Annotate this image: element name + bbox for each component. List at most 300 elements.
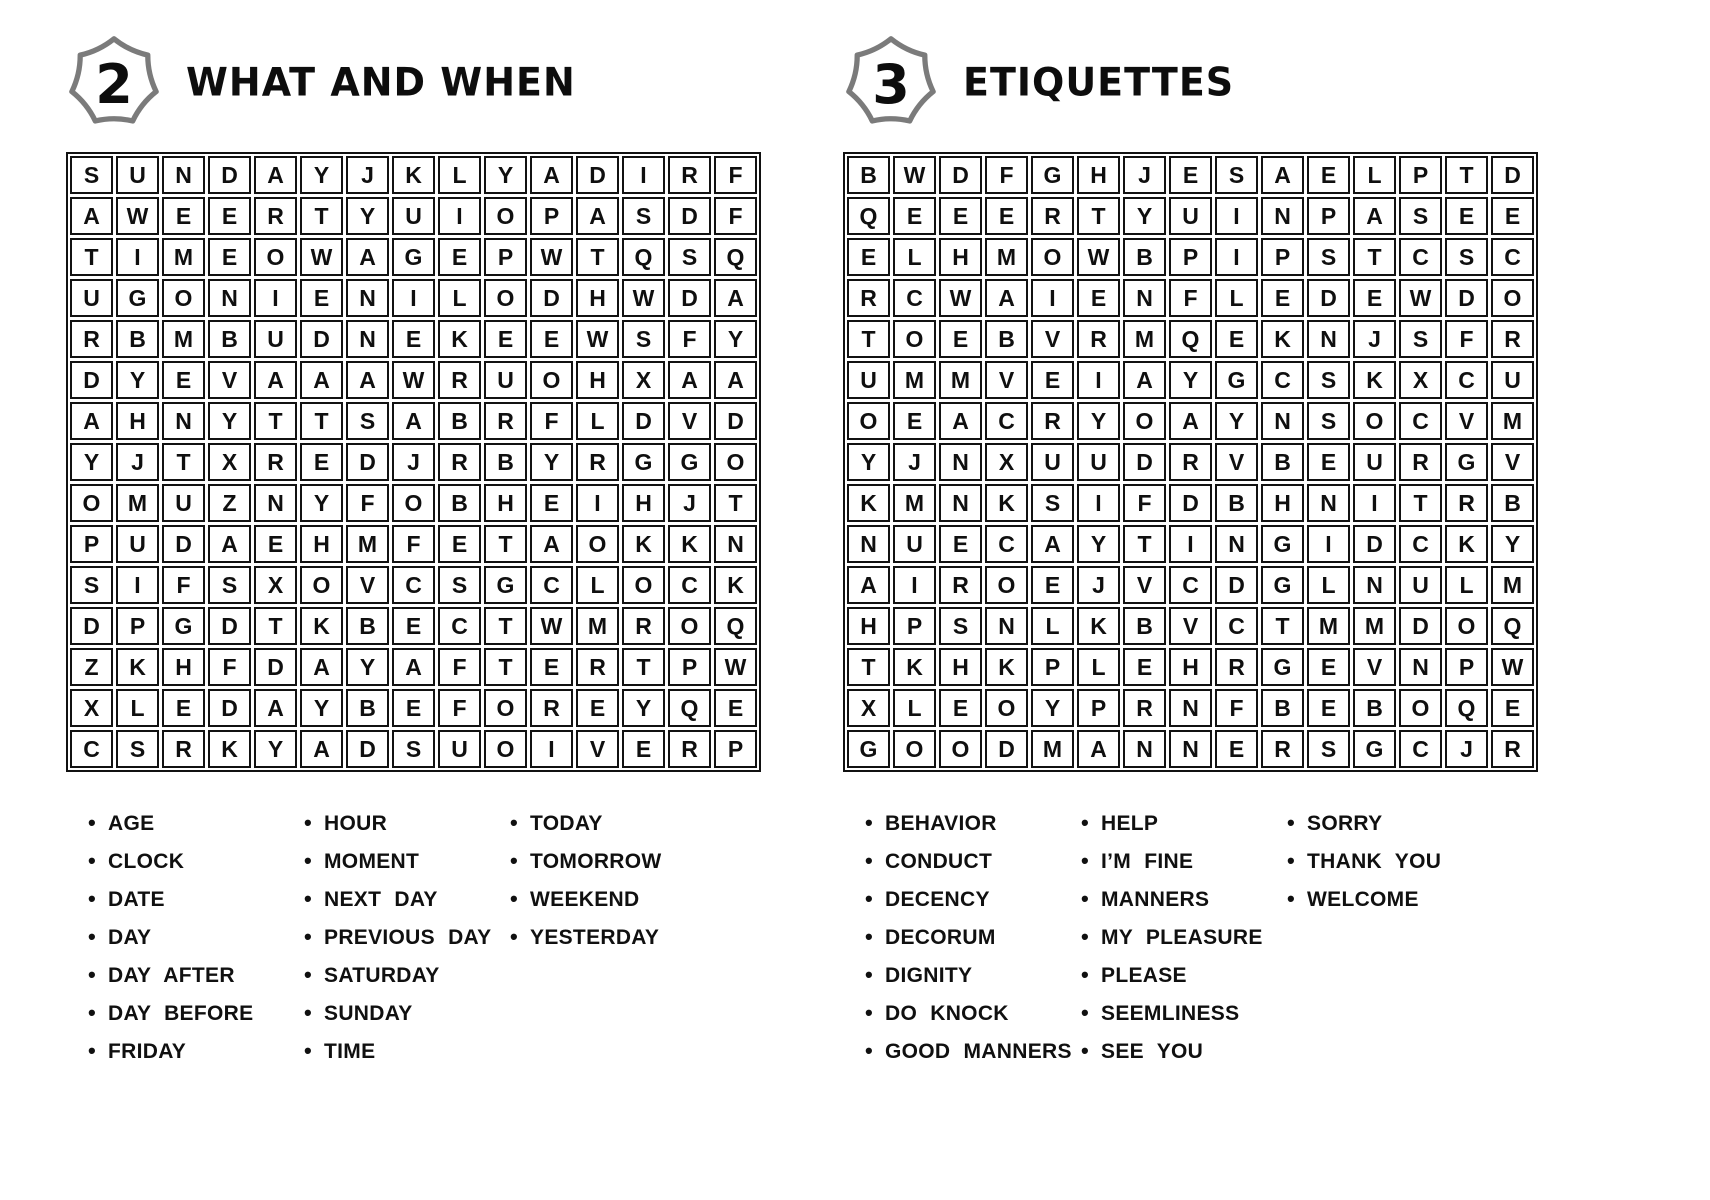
- grid-cell: U: [254, 320, 297, 358]
- grid-cell: E: [1261, 279, 1304, 317]
- grid-cell: V: [208, 361, 251, 399]
- grid-cell: P: [714, 730, 757, 768]
- grid-cell: U: [1169, 197, 1212, 235]
- grid-cell: R: [254, 443, 297, 481]
- grid-cell: F: [1445, 320, 1488, 358]
- word-list-item: • TOMORROW: [510, 848, 662, 874]
- grid-cell: S: [939, 607, 982, 645]
- grid-cell: O: [1445, 607, 1488, 645]
- grid-cell: E: [1077, 279, 1120, 317]
- grid-cell: R: [254, 197, 297, 235]
- grid-cell: R: [847, 279, 890, 317]
- grid-cell: D: [939, 156, 982, 194]
- word-list-item: • PLEASE: [1081, 962, 1287, 988]
- grid-cell: Y: [484, 156, 527, 194]
- word-list-item: • AGE: [88, 810, 304, 836]
- grid-cell: T: [1261, 607, 1304, 645]
- grid-cell: N: [162, 402, 205, 440]
- word-list-item: • DAY: [88, 924, 304, 950]
- grid-cell: R: [622, 607, 665, 645]
- grid-cell: I: [116, 566, 159, 604]
- grid-cell: R: [1077, 320, 1120, 358]
- grid-cell: T: [300, 402, 343, 440]
- grid-cell: W: [714, 648, 757, 686]
- grid-cell: S: [622, 197, 665, 235]
- grid-cell: C: [1399, 402, 1442, 440]
- grid-cell: F: [162, 566, 205, 604]
- grid-cell: G: [484, 566, 527, 604]
- grid-cell: A: [1169, 402, 1212, 440]
- grid-cell: B: [1491, 484, 1534, 522]
- grid-cell: W: [622, 279, 665, 317]
- grid-cell: R: [1491, 320, 1534, 358]
- grid-cell: H: [116, 402, 159, 440]
- grid-cell: O: [939, 730, 982, 768]
- grid-cell: Y: [1077, 525, 1120, 563]
- grid-cell: T: [254, 402, 297, 440]
- word-list-item: • SORRY: [1287, 810, 1441, 836]
- grid-cell: Z: [208, 484, 251, 522]
- grid-cell: N: [346, 279, 389, 317]
- grid-cell: U: [116, 156, 159, 194]
- grid-cell: C: [1261, 361, 1304, 399]
- grid-cell: Q: [714, 238, 757, 276]
- puzzle-title: WHAT AND WHEN: [186, 59, 576, 105]
- grid-cell: H: [576, 279, 619, 317]
- grid-cell: I: [438, 197, 481, 235]
- grid-cell: E: [1307, 156, 1350, 194]
- grid-cell: D: [622, 402, 665, 440]
- grid-cell: T: [1353, 238, 1396, 276]
- puzzle-panel-what-and-when: [66, 26, 776, 1076]
- grid-cell: R: [530, 689, 573, 727]
- puzzle-panel-etiquettes: [843, 26, 1553, 1076]
- grid-cell: D: [346, 730, 389, 768]
- grid-cell: K: [668, 525, 711, 563]
- grid-cell: D: [1445, 279, 1488, 317]
- grid-cell: D: [1215, 566, 1258, 604]
- grid-cell: C: [70, 730, 113, 768]
- grid-cell: L: [438, 279, 481, 317]
- grid-cell: C: [1399, 525, 1442, 563]
- grid-cell: I: [1215, 197, 1258, 235]
- grid-cell: F: [714, 197, 757, 235]
- grid-cell: E: [162, 361, 205, 399]
- word-list-item: • WEEKEND: [510, 886, 662, 912]
- grid-cell: N: [1215, 525, 1258, 563]
- grid-cell: T: [1123, 525, 1166, 563]
- grid-cell: C: [1399, 238, 1442, 276]
- grid-cell: D: [70, 607, 113, 645]
- grid-cell: O: [1123, 402, 1166, 440]
- grid-cell: O: [484, 730, 527, 768]
- grid-cell: P: [893, 607, 936, 645]
- word-list-item: • MANNERS: [1081, 886, 1287, 912]
- grid-cell: G: [162, 607, 205, 645]
- grid-cell: M: [1491, 566, 1534, 604]
- grid-cell: M: [985, 238, 1028, 276]
- grid-cell: D: [668, 197, 711, 235]
- grid-cell: L: [1353, 156, 1396, 194]
- grid-cell: R: [1491, 730, 1534, 768]
- grid-cell: A: [1031, 525, 1074, 563]
- grid-cell: S: [438, 566, 481, 604]
- grid-cell: B: [116, 320, 159, 358]
- grid-cell: V: [1353, 648, 1396, 686]
- grid-cell: E: [939, 320, 982, 358]
- grid-cell: J: [1445, 730, 1488, 768]
- grid-cell: U: [1031, 443, 1074, 481]
- grid-cell: D: [162, 525, 205, 563]
- word-list-item: • NEXT DAY: [304, 886, 510, 912]
- grid-cell: T: [162, 443, 205, 481]
- grid-cell: A: [254, 689, 297, 727]
- grid-cell: A: [714, 361, 757, 399]
- grid-cell: R: [939, 566, 982, 604]
- grid-cell: C: [985, 402, 1028, 440]
- grid-cell: A: [254, 361, 297, 399]
- word-list-item: • DIGNITY: [865, 962, 1081, 988]
- grid-cell: R: [484, 402, 527, 440]
- grid-cell: O: [484, 279, 527, 317]
- grid-cell: E: [530, 320, 573, 358]
- grid-cell: Q: [1491, 607, 1534, 645]
- grid-cell: E: [392, 607, 435, 645]
- grid-cell: K: [985, 484, 1028, 522]
- grid-cell: C: [438, 607, 481, 645]
- grid-cell: Y: [346, 197, 389, 235]
- grid-cell: X: [1399, 361, 1442, 399]
- grid-cell: E: [1031, 566, 1074, 604]
- grid-cell: W: [576, 320, 619, 358]
- grid-cell: R: [1169, 443, 1212, 481]
- grid-cell: K: [1353, 361, 1396, 399]
- word-column: [865, 810, 1081, 1076]
- grid-cell: S: [1307, 361, 1350, 399]
- grid-cell: F: [438, 689, 481, 727]
- grid-cell: H: [1261, 484, 1304, 522]
- grid-cell: L: [1031, 607, 1074, 645]
- grid-cell: T: [254, 607, 297, 645]
- grid-cell: V: [1123, 566, 1166, 604]
- word-list-item: • WELCOME: [1287, 886, 1441, 912]
- grid-cell: E: [1031, 361, 1074, 399]
- grid-cell: M: [1353, 607, 1396, 645]
- grid-cell: O: [893, 730, 936, 768]
- grid-cell: D: [300, 320, 343, 358]
- grid-cell: S: [1307, 402, 1350, 440]
- grid-cell: B: [1123, 607, 1166, 645]
- grid-cell: E: [484, 320, 527, 358]
- grid-cell: Y: [530, 443, 573, 481]
- grid-cell: B: [1353, 689, 1396, 727]
- grid-cell: Y: [1169, 361, 1212, 399]
- grid-cell: T: [484, 648, 527, 686]
- grid-cell: Q: [714, 607, 757, 645]
- grid-cell: U: [116, 525, 159, 563]
- grid-cell: A: [985, 279, 1028, 317]
- grid-cell: U: [1077, 443, 1120, 481]
- grid-cell: R: [668, 730, 711, 768]
- grid-cell: L: [1077, 648, 1120, 686]
- grid-cell: N: [1399, 648, 1442, 686]
- grid-cell: I: [530, 730, 573, 768]
- grid-cell: E: [392, 320, 435, 358]
- grid-cell: I: [392, 279, 435, 317]
- grid-cell: V: [1215, 443, 1258, 481]
- grid-cell: E: [714, 689, 757, 727]
- grid-cell: K: [300, 607, 343, 645]
- grid-cell: K: [208, 730, 251, 768]
- grid-cell: O: [484, 689, 527, 727]
- grid-cell: A: [1261, 156, 1304, 194]
- grid-cell: L: [1307, 566, 1350, 604]
- grid-cell: T: [576, 238, 619, 276]
- grid-cell: C: [392, 566, 435, 604]
- grid-cell: P: [1399, 156, 1442, 194]
- grid-cell: A: [530, 525, 573, 563]
- grid-cell: Y: [622, 689, 665, 727]
- grid-cell: P: [530, 197, 573, 235]
- grid-cell: O: [985, 566, 1028, 604]
- grid-cell: R: [1031, 197, 1074, 235]
- grid-cell: B: [985, 320, 1028, 358]
- grid-cell: W: [893, 156, 936, 194]
- grid-cell: B: [1123, 238, 1166, 276]
- grid-cell: Q: [1169, 320, 1212, 358]
- grid-cell: J: [668, 484, 711, 522]
- grid-cell: L: [1215, 279, 1258, 317]
- grid-cell: W: [1077, 238, 1120, 276]
- grid-cell: T: [1399, 484, 1442, 522]
- grid-cell: M: [162, 238, 205, 276]
- grid-cell: Y: [1215, 402, 1258, 440]
- grid-cell: V: [1445, 402, 1488, 440]
- puzzle-title: ETIQUETTES: [963, 59, 1235, 105]
- grid-cell: U: [392, 197, 435, 235]
- grid-cell: E: [622, 730, 665, 768]
- grid-cell: N: [985, 607, 1028, 645]
- grid-cell: N: [1261, 197, 1304, 235]
- grid-cell: N: [1307, 320, 1350, 358]
- grid-cell: U: [847, 361, 890, 399]
- grid-cell: V: [1031, 320, 1074, 358]
- grid-cell: I: [1077, 484, 1120, 522]
- grid-cell: E: [1445, 197, 1488, 235]
- grid-cell: P: [116, 607, 159, 645]
- puzzle-header: [66, 26, 776, 138]
- grid-cell: N: [714, 525, 757, 563]
- grid-cell: Y: [346, 648, 389, 686]
- grid-cell: H: [162, 648, 205, 686]
- grid-cell: C: [1169, 566, 1212, 604]
- grid-cell: V: [576, 730, 619, 768]
- grid-cell: A: [392, 402, 435, 440]
- grid-cell: X: [254, 566, 297, 604]
- grid-cell: N: [1169, 730, 1212, 768]
- grid-cell: Y: [208, 402, 251, 440]
- puzzle-header: [843, 26, 1553, 138]
- grid-cell: X: [208, 443, 251, 481]
- grid-cell: E: [985, 197, 1028, 235]
- grid-cell: M: [893, 484, 936, 522]
- grid-cell: S: [1215, 156, 1258, 194]
- grid-cell: K: [622, 525, 665, 563]
- grid-cell: D: [668, 279, 711, 317]
- grid-cell: G: [1445, 443, 1488, 481]
- grid-cell: N: [208, 279, 251, 317]
- grid-cell: Y: [1031, 689, 1074, 727]
- grid-cell: S: [208, 566, 251, 604]
- grid-cell: J: [116, 443, 159, 481]
- grid-cell: H: [576, 361, 619, 399]
- grid-cell: E: [208, 197, 251, 235]
- puzzle-number-badge: [66, 29, 162, 135]
- grid-cell: M: [1123, 320, 1166, 358]
- grid-cell: K: [392, 156, 435, 194]
- grid-cell: U: [438, 730, 481, 768]
- grid-cell: H: [939, 238, 982, 276]
- grid-cell: C: [985, 525, 1028, 563]
- word-list-item: • MY PLEASURE: [1081, 924, 1287, 950]
- grid-cell: A: [300, 361, 343, 399]
- word-list-item: • SEEMLINESS: [1081, 1000, 1287, 1026]
- grid-cell: N: [939, 484, 982, 522]
- grid-cell: Y: [300, 689, 343, 727]
- grid-cell: R: [438, 361, 481, 399]
- grid-cell: D: [1353, 525, 1396, 563]
- grid-cell: T: [847, 320, 890, 358]
- word-list-item: • TODAY: [510, 810, 662, 836]
- grid-cell: D: [254, 648, 297, 686]
- grid-cell: E: [1353, 279, 1396, 317]
- grid-cell: H: [300, 525, 343, 563]
- grid-cell: E: [576, 689, 619, 727]
- grid-cell: S: [1445, 238, 1488, 276]
- puzzle-number: 3: [872, 52, 910, 116]
- grid-cell: S: [70, 156, 113, 194]
- word-column: [1287, 810, 1441, 1076]
- grid-cell: S: [1307, 238, 1350, 276]
- grid-cell: I: [1215, 238, 1258, 276]
- grid-cell: D: [1169, 484, 1212, 522]
- grid-cell: E: [893, 402, 936, 440]
- grid-cell: O: [162, 279, 205, 317]
- grid-cell: N: [1307, 484, 1350, 522]
- grid-cell: G: [847, 730, 890, 768]
- grid-cell: O: [70, 484, 113, 522]
- grid-cell: E: [300, 443, 343, 481]
- grid-cell: O: [1353, 402, 1396, 440]
- grid-cell: C: [1215, 607, 1258, 645]
- grid-cell: K: [847, 484, 890, 522]
- grid-cell: T: [484, 607, 527, 645]
- word-column: [304, 810, 510, 1076]
- grid-cell: Q: [622, 238, 665, 276]
- grid-cell: Q: [1445, 689, 1488, 727]
- grid-cell: O: [254, 238, 297, 276]
- word-list-item: • FRIDAY: [88, 1038, 304, 1064]
- puzzle-number: 2: [95, 52, 133, 116]
- grid-cell: I: [622, 156, 665, 194]
- word-column: [510, 810, 662, 1076]
- grid-cell: A: [300, 648, 343, 686]
- grid-cell: M: [1491, 402, 1534, 440]
- grid-cell: E: [530, 648, 573, 686]
- grid-cell: A: [714, 279, 757, 317]
- grid-cell: G: [1261, 566, 1304, 604]
- grid-cell: I: [116, 238, 159, 276]
- grid-cell: F: [985, 156, 1028, 194]
- grid-cell: E: [1215, 320, 1258, 358]
- grid-cell: S: [622, 320, 665, 358]
- grid-cell: O: [1399, 689, 1442, 727]
- grid-cell: O: [300, 566, 343, 604]
- word-list-item: • DO KNOCK: [865, 1000, 1081, 1026]
- grid-cell: I: [1169, 525, 1212, 563]
- grid-cell: R: [1031, 402, 1074, 440]
- grid-cell: G: [392, 238, 435, 276]
- grid-cell: E: [392, 689, 435, 727]
- grid-cell: L: [576, 402, 619, 440]
- grid-cell: W: [1399, 279, 1442, 317]
- grid-cell: A: [300, 730, 343, 768]
- grid-cell: E: [530, 484, 573, 522]
- word-list-item: • THANK YOU: [1287, 848, 1441, 874]
- grid-cell: M: [346, 525, 389, 563]
- grid-cell: N: [1261, 402, 1304, 440]
- grid-cell: H: [622, 484, 665, 522]
- grid-cell: N: [346, 320, 389, 358]
- grid-cell: R: [438, 443, 481, 481]
- grid-cell: P: [1261, 238, 1304, 276]
- grid-cell: B: [1261, 689, 1304, 727]
- grid-cell: O: [893, 320, 936, 358]
- grid-cell: F: [1123, 484, 1166, 522]
- grid-cell: I: [1077, 361, 1120, 399]
- grid-cell: U: [1353, 443, 1396, 481]
- grid-cell: E: [1491, 689, 1534, 727]
- grid-cell: O: [847, 402, 890, 440]
- grid-cell: B: [1261, 443, 1304, 481]
- word-list-item: • TIME: [304, 1038, 510, 1064]
- grid-cell: H: [1077, 156, 1120, 194]
- grid-cell: E: [1215, 730, 1258, 768]
- grid-cell: A: [530, 156, 573, 194]
- word-list-item: • BEHAVIOR: [865, 810, 1081, 836]
- grid-cell: T: [70, 238, 113, 276]
- grid-cell: A: [1077, 730, 1120, 768]
- grid-cell: J: [346, 156, 389, 194]
- grid-cell: L: [576, 566, 619, 604]
- grid-cell: M: [893, 361, 936, 399]
- grid-cell: X: [622, 361, 665, 399]
- grid-cell: S: [1307, 730, 1350, 768]
- grid-cell: L: [893, 689, 936, 727]
- word-search-grid: [66, 152, 761, 772]
- grid-cell: U: [484, 361, 527, 399]
- grid-cell: I: [1031, 279, 1074, 317]
- grid-cell: W: [300, 238, 343, 276]
- grid-cell: A: [1353, 197, 1396, 235]
- word-column: [1081, 810, 1287, 1076]
- grid-cell: V: [985, 361, 1028, 399]
- grid-cell: T: [1445, 156, 1488, 194]
- grid-cell: L: [116, 689, 159, 727]
- grid-cell: E: [300, 279, 343, 317]
- grid-cell: K: [438, 320, 481, 358]
- grid-cell: P: [1169, 238, 1212, 276]
